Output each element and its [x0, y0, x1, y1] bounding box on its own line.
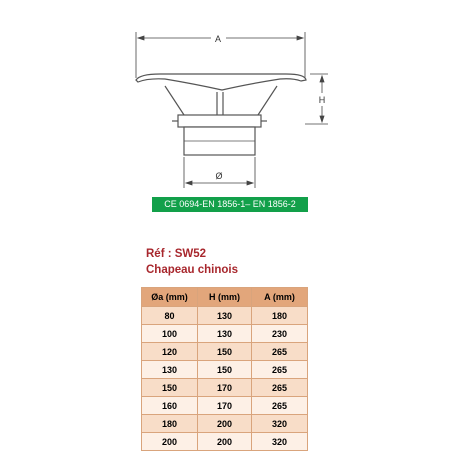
- dim-h-label: H: [318, 95, 326, 105]
- table-row: [142, 343, 308, 361]
- dim-d-label: Ø: [215, 171, 223, 181]
- cell-diameter: 150: [142, 379, 198, 397]
- cell-width: 320: [252, 415, 308, 433]
- table-row: [142, 415, 308, 433]
- cell-height: 170: [198, 379, 252, 397]
- cell-height: 200: [198, 433, 252, 451]
- table-row: [142, 325, 308, 343]
- cell-diameter: 130: [142, 361, 198, 379]
- dim-a-label: A: [214, 34, 222, 44]
- table-header-row: [142, 288, 308, 307]
- cell-height: 150: [198, 361, 252, 379]
- cell-height: 150: [198, 343, 252, 361]
- table-row: [142, 397, 308, 415]
- pipe-body: [172, 115, 267, 155]
- cell-height: 200: [198, 415, 252, 433]
- certification-badge: CE 0694-EN 1856-1– EN 1856-2: [152, 197, 308, 212]
- header-height: H (mm): [198, 288, 252, 307]
- cell-height: 130: [198, 325, 252, 343]
- cell-width: 265: [252, 397, 308, 415]
- chimney-cap-technical-drawing: [0, 0, 452, 200]
- cell-diameter: 180: [142, 415, 198, 433]
- cap-roof: [136, 74, 306, 90]
- cell-diameter: 200: [142, 433, 198, 451]
- table-row: [142, 379, 308, 397]
- cell-width: 230: [252, 325, 308, 343]
- cell-width: 320: [252, 433, 308, 451]
- table-row: [142, 307, 308, 325]
- cell-width: 180: [252, 307, 308, 325]
- dimensions-table: [141, 287, 308, 451]
- cell-diameter: 100: [142, 325, 198, 343]
- table-row: [142, 361, 308, 379]
- product-name: Chapeau chinois: [146, 264, 239, 276]
- cell-height: 170: [198, 397, 252, 415]
- product-reference: Réf : SW52: [146, 248, 207, 260]
- cell-height: 130: [198, 307, 252, 325]
- cell-width: 265: [252, 343, 308, 361]
- cell-diameter: 80: [142, 307, 198, 325]
- header-width: A (mm): [252, 288, 308, 307]
- header-diameter: Øa (mm): [142, 288, 198, 307]
- cell-width: 265: [252, 379, 308, 397]
- cell-diameter: 160: [142, 397, 198, 415]
- cell-diameter: 120: [142, 343, 198, 361]
- cap-stand: [165, 86, 277, 118]
- table-row: [142, 433, 308, 451]
- cell-width: 265: [252, 361, 308, 379]
